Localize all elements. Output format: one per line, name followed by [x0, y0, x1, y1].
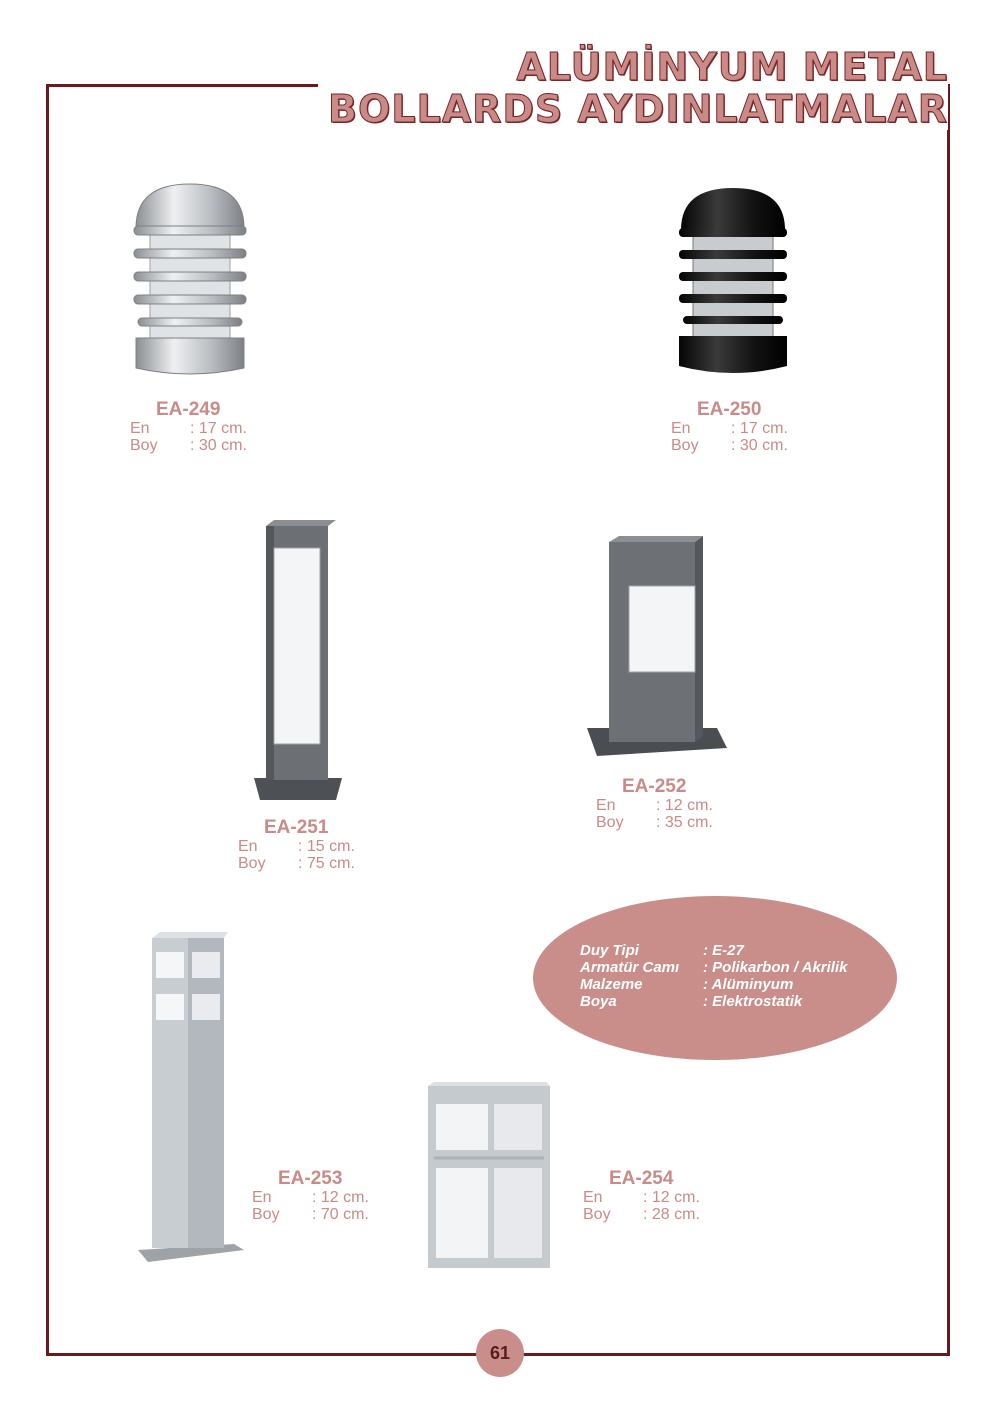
title-line-2: BOLLARDS AYDINLATMALAR: [328, 87, 948, 131]
title-line-1: ALÜMİNYUM METAL: [516, 45, 948, 89]
spec-value: : Polikarbon / Akrilik: [703, 959, 848, 976]
specs-list: [580, 942, 847, 1010]
product-image-ea-252: [587, 536, 727, 758]
spec-row-en: [252, 1189, 369, 1206]
spec-row-en: [238, 838, 355, 855]
page-number: 61: [476, 1329, 524, 1377]
product-label-ea-249: [130, 400, 247, 454]
spec-key: Boy: [596, 814, 624, 831]
spec-row-boy: [130, 437, 247, 454]
spec-value: : 12 cm.: [312, 1189, 369, 1206]
product-code: EA-252: [622, 776, 687, 797]
spec-key: En: [252, 1189, 272, 1206]
product-code: EA-250: [697, 399, 762, 420]
spec-row-en: [671, 420, 788, 437]
spec-key: Boya: [580, 993, 617, 1010]
spec-row-en: [130, 420, 247, 437]
spec-key: Boy: [671, 437, 699, 454]
product-image-ea-253: [138, 932, 244, 1264]
product-label-ea-250: [671, 400, 788, 454]
spec-boya: [580, 993, 847, 1010]
spec-row-boy: [671, 437, 788, 454]
spec-key: En: [583, 1189, 603, 1206]
spec-value: : 17 cm.: [731, 420, 788, 437]
product-code: EA-249: [156, 399, 221, 420]
spec-armatur-cami: [580, 959, 847, 976]
spec-key: Armatür Camı: [580, 959, 680, 976]
spec-key: En: [671, 420, 691, 437]
product-code: EA-254: [609, 1168, 674, 1189]
spec-value: : 75 cm.: [298, 855, 355, 872]
product-image-ea-249: [128, 182, 252, 380]
spec-key: En: [130, 420, 150, 437]
product-code: EA-253: [278, 1168, 343, 1189]
spec-value: : 70 cm.: [312, 1206, 369, 1223]
specs-panel: [533, 896, 897, 1060]
product-code: EA-251: [264, 817, 329, 838]
spec-row-boy: [596, 814, 713, 831]
spec-row-boy: [238, 855, 355, 872]
product-label-ea-251: [238, 818, 355, 872]
spec-key: Duy Tipi: [580, 942, 639, 959]
spec-value: : E-27: [703, 942, 744, 959]
spec-value: : 15 cm.: [298, 838, 355, 855]
product-label-ea-253: [252, 1169, 369, 1223]
spec-key: Boy: [130, 437, 158, 454]
product-image-ea-251: [254, 520, 342, 804]
spec-value: : 17 cm.: [190, 420, 247, 437]
spec-duy-tipi: [580, 942, 847, 959]
page-title: [318, 46, 948, 130]
spec-key: En: [238, 838, 258, 855]
spec-value: : 28 cm.: [643, 1206, 700, 1223]
spec-key: En: [596, 797, 616, 814]
product-label-ea-254: [583, 1169, 700, 1223]
spec-key: Malzeme: [580, 976, 643, 993]
product-image-ea-254: [428, 1082, 550, 1270]
spec-malzeme: [580, 976, 847, 993]
spec-key: Boy: [252, 1206, 280, 1223]
spec-value: : 30 cm.: [731, 437, 788, 454]
spec-value: : 12 cm.: [643, 1189, 700, 1206]
spec-value: : 12 cm.: [656, 797, 713, 814]
spec-row-en: [583, 1189, 700, 1206]
spec-row-boy: [583, 1206, 700, 1223]
spec-row-boy: [252, 1206, 369, 1223]
spec-row-en: [596, 797, 713, 814]
spec-value: : 35 cm.: [656, 814, 713, 831]
spec-key: Boy: [238, 855, 266, 872]
spec-value: : Elektrostatik: [703, 993, 803, 1010]
product-label-ea-252: [596, 777, 713, 831]
product-image-ea-250: [673, 186, 793, 378]
spec-key: Boy: [583, 1206, 611, 1223]
spec-value: : Alüminyum: [703, 976, 794, 993]
spec-value: : 30 cm.: [190, 437, 247, 454]
